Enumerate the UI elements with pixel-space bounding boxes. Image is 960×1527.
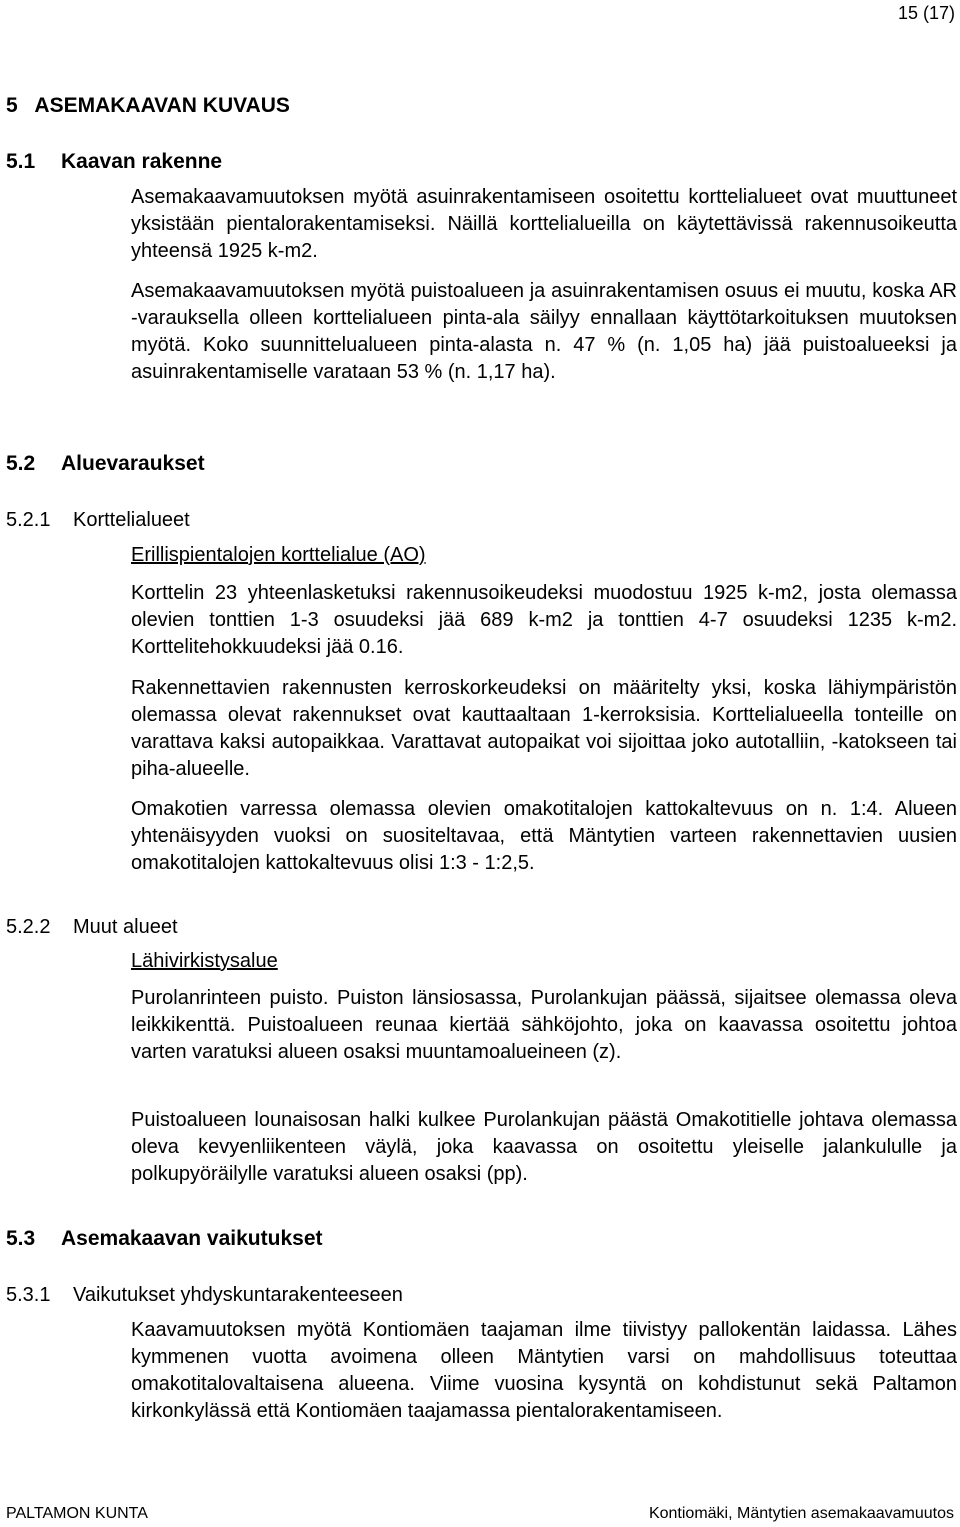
section-number: 5.3.1: [6, 1284, 51, 1306]
paragraph: Rakennettavien rakennusten kerroskorkeudeksi on määritelty yksi, koska lähiympäristön olemassa olevat rakennukset ovat kauttaaltaan 1-kerroksisia. Korttelialueella tonteille on varattava kaksi autopaikkaa. Varattavat autopaikat voi sijoittaa joko autotalliin, -katokseen tai piha-alueelle.: [131, 677, 957, 780]
subheading-underlined: Lähivirkistysalue: [131, 950, 278, 972]
section-title: Asemakaavan vaikutukset: [61, 1227, 323, 1250]
section-number: 5.1: [6, 150, 36, 173]
chapter-heading: 5 ASEMAKAAVAN KUVAUS: [6, 94, 290, 117]
page-number: 15 (17): [897, 3, 955, 23]
section-number: 5.3: [6, 1227, 36, 1250]
footer-right: Kontiomäki, Mäntytien asemakaavamuutos: [648, 1505, 954, 1522]
paragraph: Purolanrinteen puisto. Puiston länsiosassa, Purolankujan päässä, sijaitsee olemassa oleva leikkikenttä. Puistoalueen reunaa kiertää sähköjohto, joka on kaavassa osoitettu johtoa varten varatuksi alueen osaksi muuntamoalueineen (z).: [131, 987, 957, 1063]
footer-left: PALTAMON KUNTA: [6, 1505, 148, 1522]
section-title: Kaavan rakenne: [61, 150, 223, 173]
section-heading-5-3: [6, 1225, 323, 1252]
section-title: Muut alueet: [73, 916, 178, 938]
paragraph: Asemakaavamuutoksen myötä puistoalueen ja asuinrakentamisen osuus ei muutu, koska AR -varauksella olleen korttelialueen pinta-ala säilyy ennallaan käyttötarkoituksen muutoksen myötä. Koko suunnittelualueen pinta-alasta n. 47 % (n. 1,05 ha) jää puistoalueeksi ja asuinrakentamiselle varataan 53 % (n. 1,17 ha).: [131, 280, 957, 383]
subsection-heading-5-2-2: [6, 914, 178, 941]
paragraph: Omakotien varressa olemassa olevien omakotitalojen kattokaltevuus on n. 1:4. Alueen yhtenäisyyden vuoksi on suositeltavaa, että Mäntytien varteen rakennettavien uusien omakotitalojen kattokaltevuus olisi 1:3 - 1:2,5.: [131, 798, 957, 874]
section-title: Vaikutukset yhdyskuntarakenteeseen: [73, 1284, 403, 1306]
section-heading-5-2: [6, 450, 205, 477]
paragraph: Puistoalueen lounaisosan halki kulkee Purolankujan päästä Omakotitielle johtava olemassa oleva kevyenliikenteen väylä, joka kaavassa on osoitettu yleiselle jalankululle ja polkupyöräilylle varatuksi alueen osaksi (pp).: [131, 1109, 957, 1185]
subsection-heading-5-2-1: [6, 507, 190, 534]
subsection-heading-5-3-1: [6, 1282, 403, 1309]
paragraph: Asemakaavamuutoksen myötä asuinrakentamiseen osoitettu korttelialueet ovat muuttuneet yksistään pientalorakentamiseksi. Näillä korttelialueilla on käytettävissä rakennusoikeutta yhteensä 1925 k-m2.: [131, 186, 957, 262]
section-number: 5.2.1: [6, 509, 51, 531]
section-heading-5-1: [6, 148, 222, 175]
paragraph: Korttelin 23 yhteenlasketuksi rakennusoikeudeksi muodostuu 1925 k-m2, josta olemassa olevien tonttien 1-3 osuudeksi jää 689 k-m2 ja tonttien 4-7 osuudeksi 1235 k-m2. Korttelitehokkuudeksi jää 0.16.: [131, 582, 957, 658]
section-number: 5.2: [6, 452, 36, 475]
section-number: 5.2.2: [6, 916, 51, 938]
subheading-underlined: Erillispientalojen korttelialue (AO): [131, 544, 426, 566]
section-title: Aluevaraukset: [61, 452, 205, 475]
paragraph: Kaavamuutoksen myötä Kontiomäen taajaman ilme tiivistyy pallokentän laidassa. Lähes kymmenen vuotta avoimena olleen Mäntytien varsi on mahdollisuus toteuttaa omakotitalovaltaisena alueena. Viime vuosina kysyntä on kohdistunut sekä Paltamon kirkonkylässä että Kontiomäen taajamassa pientalorakentamiseen.: [131, 1319, 957, 1422]
section-title: Korttelialueet: [73, 509, 190, 531]
